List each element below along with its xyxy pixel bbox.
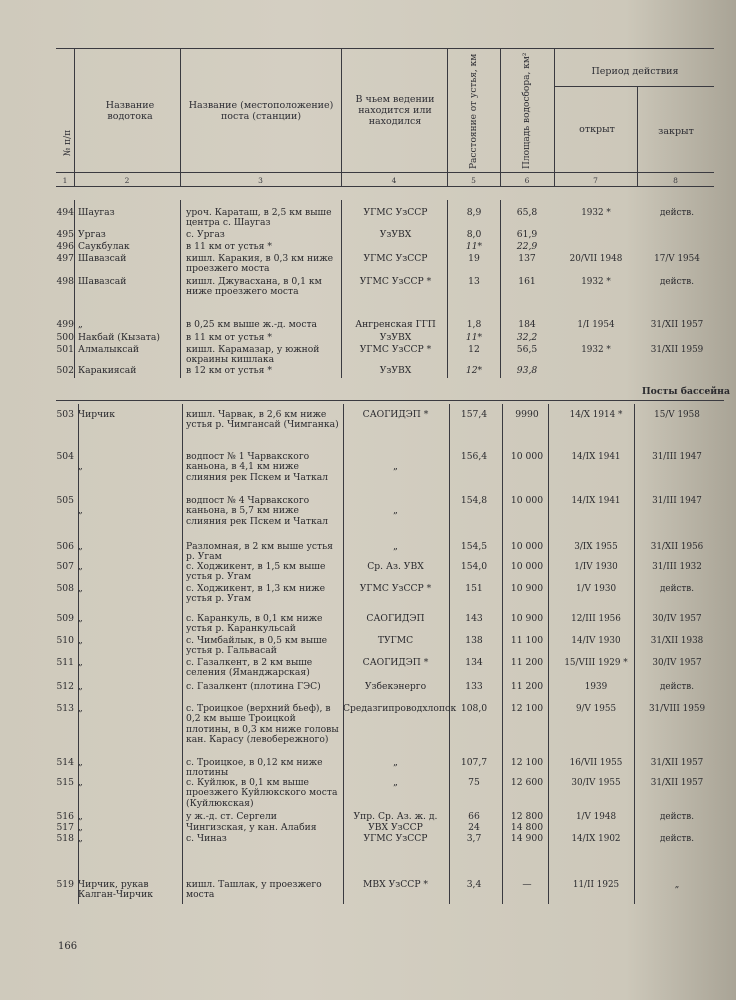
row-num: 497 xyxy=(56,253,74,264)
row-area: 10 000 xyxy=(510,541,544,552)
colnum-4: 4 xyxy=(391,176,397,185)
body-rule-2a xyxy=(180,200,181,378)
row-dist: 143 xyxy=(465,613,483,624)
row-dist: 19 xyxy=(468,253,480,264)
row-post: с. Чимбайлык, в 0,5 км выше устья р. Гальвасай xyxy=(186,635,328,657)
row-num: 510 xyxy=(56,635,74,646)
header-org: В чьем ведении находится или находился xyxy=(355,94,435,127)
row-river: „ xyxy=(78,319,83,330)
row-org: МВХ УзССР * xyxy=(362,879,429,890)
row-post: с. Ходжикент, в 1,3 км ниже устья р. Угам xyxy=(186,583,326,605)
row-closed: 15/V 1958 xyxy=(654,410,700,420)
row-area: 12 100 xyxy=(510,757,544,768)
row-area: 184 xyxy=(518,319,536,330)
row-dist: 1,8 xyxy=(466,319,482,330)
row-org: САОГИДЭП * xyxy=(362,409,429,420)
row-org: УГМС УзССР * xyxy=(359,344,432,355)
row-open: 9/V 1955 xyxy=(575,704,617,714)
row-closed: действ. xyxy=(659,584,695,594)
row-closed: 31/XII 1956 xyxy=(650,542,704,552)
row-org: УГМС УзССР xyxy=(363,253,428,264)
colnum-3: 3 xyxy=(258,176,263,185)
row-area: 10 000 xyxy=(510,451,544,462)
row-post: водпост № 4 Чарвакского каньона, в 5,7 км ниже слияния рек Пскем и Чаткал xyxy=(186,495,329,527)
row-area: — xyxy=(522,879,532,890)
row-closed: 31/III 1947 xyxy=(652,496,702,506)
colnum-2: 2 xyxy=(124,176,130,185)
body-rule-5a xyxy=(500,200,501,378)
row-river: Чирчик xyxy=(78,409,116,420)
row-closed: „ xyxy=(674,880,680,890)
row-river: „ xyxy=(78,613,83,624)
row-num: 518 xyxy=(56,833,74,844)
row-closed: 31/III 1947 xyxy=(652,452,702,462)
row-dist: 75 xyxy=(468,777,480,788)
row-post: с. Газалкент (плотина ГЭС) xyxy=(186,681,321,692)
row-org: УзУВХ xyxy=(379,229,412,240)
row-closed: 30/IV 1957 xyxy=(652,614,702,624)
row-river: Саукбулак xyxy=(78,241,130,252)
row-post: водпост № 1 Чарвакского каньона, в 4,1 км ниже слияния рек Пскем и Чаткал xyxy=(186,451,329,483)
colnum-8: 8 xyxy=(673,176,678,185)
row-num: 509 xyxy=(56,613,74,624)
col-rule-6 xyxy=(554,48,555,186)
row-post: с. Газалкент, в 2 км выше селения (Яманджарская) xyxy=(186,657,313,679)
row-dist: 133 xyxy=(465,681,483,692)
row-org: УВХ УзССР xyxy=(368,822,423,833)
row-org: УзУВХ xyxy=(379,365,412,376)
row-org: УГМС УзССР * xyxy=(359,583,432,594)
row-dist: 3,4 xyxy=(466,879,482,890)
row-area: 14 800 xyxy=(510,822,544,833)
period-subheader-rule xyxy=(555,86,714,87)
row-num: 513 xyxy=(56,703,74,714)
row-river: „ xyxy=(78,583,83,594)
row-post: с. Троицкое (верхний бьеф), в 0,2 км выше Троицкой плотины, в 0,3 км ниже головы кан. Карасу (левобережного) xyxy=(186,703,339,746)
row-river: Чирчик, рукав Калган-Чирчик xyxy=(78,879,153,901)
row-dist: 24 xyxy=(468,822,480,833)
header-open: открыт xyxy=(579,124,615,135)
row-org: Ср. Аз. УВХ xyxy=(367,561,424,572)
row-dist: 13 xyxy=(468,276,480,287)
row-closed: 30/IV 1957 xyxy=(652,658,702,668)
row-post: у ж.-д. ст. Сергели xyxy=(186,811,277,822)
row-dist: 151 xyxy=(465,583,483,594)
row-open: 1/I 1954 xyxy=(577,320,615,330)
table-top-rule xyxy=(56,48,714,49)
row-num: 498 xyxy=(56,276,74,287)
row-dist: 134 xyxy=(465,657,483,668)
row-post: в 12 км от устья * xyxy=(186,365,272,376)
row-river: Шавазсай xyxy=(78,276,127,287)
row-area: 56,5 xyxy=(516,344,538,355)
row-num: 505 xyxy=(56,495,74,506)
row-area: 161 xyxy=(518,276,536,287)
row-num: 516 xyxy=(56,811,74,822)
row-post: кишл. Чарвак, в 2,6 км ниже устья р. Чимгансай (Чимганка) xyxy=(186,409,339,431)
row-closed: действ. xyxy=(659,812,695,822)
row-org: „ xyxy=(393,777,398,788)
row-dist: 8,9 xyxy=(466,207,482,218)
section-title: Посты бассейна xyxy=(641,386,730,397)
row-open: 14/IX 1902 xyxy=(571,834,621,844)
page-number: 166 xyxy=(58,941,78,952)
row-area: 14 900 xyxy=(510,833,544,844)
row-river: „ xyxy=(78,703,83,714)
row-post: кишл. Карамазар, у южной окраины кишлака xyxy=(186,344,320,366)
body-rule-1a xyxy=(74,200,75,378)
row-river: „ xyxy=(78,505,83,516)
row-area: 11 200 xyxy=(510,681,544,692)
row-open: 30/IV 1955 xyxy=(571,778,621,788)
row-post: Чингизская, у кан. Алабия xyxy=(186,822,317,833)
row-org: Ангренская ГГП xyxy=(355,319,436,330)
row-org: САОГИДЭП xyxy=(366,613,425,624)
row-closed: действ. xyxy=(659,682,695,692)
row-org: „ xyxy=(393,461,398,472)
row-closed: действ. xyxy=(659,277,695,287)
row-open: 3/IX 1955 xyxy=(574,542,618,552)
row-closed: 31/XII 1938 xyxy=(650,636,704,646)
row-river: „ xyxy=(78,561,83,572)
header-bottom-rule xyxy=(56,172,714,173)
colnum-5: 5 xyxy=(471,176,476,185)
row-post: Разломная, в 2 км выше устья р. Угам xyxy=(186,541,333,563)
row-open: 12/III 1956 xyxy=(571,614,621,624)
row-closed: действ. xyxy=(659,834,695,844)
row-post: с. Чиназ xyxy=(186,833,227,844)
row-open: 1932 * xyxy=(581,277,611,287)
row-num: 502 xyxy=(56,365,74,376)
row-dist: 138 xyxy=(465,635,483,646)
row-closed: 31/XII 1959 xyxy=(650,345,704,355)
row-num: 503 xyxy=(56,409,74,420)
row-num: 519 xyxy=(56,879,74,890)
row-river: „ xyxy=(78,635,83,646)
header-period: Период действия xyxy=(591,66,679,77)
row-dist: 154,5 xyxy=(460,541,488,552)
row-num: 507 xyxy=(56,561,74,572)
row-dist: 3,7 xyxy=(466,833,482,844)
row-dist: 154,0 xyxy=(460,561,488,572)
col-rule-7 xyxy=(637,86,638,186)
row-num: 504 xyxy=(56,451,74,462)
body-rule-7b xyxy=(634,404,635,904)
row-open: 1/V 1930 xyxy=(575,584,617,594)
colnum-1: 1 xyxy=(62,176,68,185)
row-open: 1939 xyxy=(584,682,608,692)
row-open: 14/IX 1941 xyxy=(571,452,621,462)
row-num: 512 xyxy=(56,681,74,692)
row-dist: 154,8 xyxy=(460,495,488,506)
row-area: 11 100 xyxy=(510,635,544,646)
row-open: 14/IV 1930 xyxy=(571,636,621,646)
row-num: 514 xyxy=(56,757,74,768)
row-num: 500 xyxy=(56,332,74,343)
row-river: Каракиясай xyxy=(78,365,137,376)
row-closed: 17/V 1954 xyxy=(654,254,700,264)
row-num: 496 xyxy=(56,241,74,252)
header-area: Площадь водосбора, км² xyxy=(522,52,532,169)
row-river: „ xyxy=(78,833,83,844)
row-org: „ xyxy=(393,505,398,516)
row-num: 501 xyxy=(56,344,74,355)
row-org: Узбекэнерго xyxy=(364,681,427,692)
row-area: 12 800 xyxy=(510,811,544,822)
row-org: УГМС УзССР * xyxy=(359,276,432,287)
row-dist: 108,0 xyxy=(460,703,488,714)
row-open: 1932 * xyxy=(581,345,611,355)
row-river: Шаугаз xyxy=(78,207,115,218)
row-num: 499 xyxy=(56,319,74,330)
row-closed: действ. xyxy=(659,208,695,218)
row-post: кишл. Джувасхана, в 0,1 км ниже проезжего моста xyxy=(186,276,322,298)
row-dist: 11* xyxy=(465,332,483,343)
row-org: Упр. Ср. Аз. ж. д. xyxy=(353,811,438,822)
row-river: Ургаз xyxy=(78,229,106,240)
row-river: Алмалыксай xyxy=(78,344,140,355)
col-rule-2 xyxy=(180,48,181,186)
row-post: с. Троицкое, в 0,12 км ниже плотины xyxy=(186,757,323,779)
colnum-7: 7 xyxy=(593,176,598,185)
row-river: „ xyxy=(78,777,83,788)
row-post: в 0,25 км выше ж.-д. моста xyxy=(186,319,318,330)
row-area: 22,9 xyxy=(516,241,538,252)
row-river: Накбай (Кызата) xyxy=(78,332,160,343)
row-org: УзУВХ xyxy=(379,332,412,343)
row-org: „ xyxy=(393,541,398,552)
row-river: „ xyxy=(78,681,83,692)
row-num: 511 xyxy=(56,657,74,668)
row-area: 93,8 xyxy=(516,365,538,376)
row-open: 20/VII 1948 xyxy=(569,254,623,264)
row-river: „ xyxy=(78,757,83,768)
row-open: 14/X 1914 * xyxy=(569,410,623,420)
row-post: в 11 км от устья * xyxy=(186,241,272,252)
row-closed: 31/XII 1957 xyxy=(650,758,704,768)
col-rule-3 xyxy=(341,48,342,186)
row-num: 494 xyxy=(56,207,74,218)
row-post: с. Куйлюк, в 0,1 км выше проезжего Куйлюкского моста (Куйлюкская) xyxy=(186,777,338,809)
row-dist: 66 xyxy=(468,811,480,822)
row-area: 10 900 xyxy=(510,583,544,594)
row-org: Средазгипроводхлопок xyxy=(343,703,457,714)
row-river: „ xyxy=(78,811,83,822)
row-area: 9990 xyxy=(515,409,539,420)
header-num: № п/п xyxy=(63,129,73,157)
col-rule-1 xyxy=(74,48,75,186)
row-dist: 11* xyxy=(465,241,483,252)
row-area: 12 600 xyxy=(510,777,544,788)
colnum-6: 6 xyxy=(524,176,530,185)
row-org: „ xyxy=(393,757,398,768)
row-closed: 31/XII 1957 xyxy=(650,778,704,788)
row-open: 1/IV 1930 xyxy=(574,562,618,572)
row-area: 32,2 xyxy=(516,332,538,343)
row-post: кишл. Ташлак, у проезжего моста xyxy=(186,879,322,901)
row-dist: 8,0 xyxy=(466,229,482,240)
row-org: САОГИДЭП * xyxy=(362,657,429,668)
header-dist: Расстояние от устья, км xyxy=(469,53,479,169)
row-post: с. Ходжикент, в 1,5 км выше устья р. Угам xyxy=(186,561,326,583)
row-org: УГМС УзССР xyxy=(363,207,428,218)
row-area: 11 200 xyxy=(510,657,544,668)
row-num: 495 xyxy=(56,229,74,240)
row-num: 515 xyxy=(56,777,74,788)
header-closed: закрыт xyxy=(658,126,694,137)
row-dist: 156,4 xyxy=(460,451,488,462)
header-river: Название водотока xyxy=(105,100,155,122)
row-river: „ xyxy=(78,657,83,668)
row-river: „ xyxy=(78,541,83,552)
row-area: 10 900 xyxy=(510,613,544,624)
row-post: кишл. Каракия, в 0,3 км ниже проезжего моста xyxy=(186,253,334,275)
row-org: ТУГМС xyxy=(377,635,414,646)
row-area: 10 000 xyxy=(510,495,544,506)
row-num: 506 xyxy=(56,541,74,552)
row-river: „ xyxy=(78,461,83,472)
row-area: 61,9 xyxy=(516,229,538,240)
row-post: с. Ургаз xyxy=(186,229,225,240)
col-rule-4 xyxy=(447,48,448,186)
row-post: с. Каранкуль, в 0,1 км ниже устья р. Каранкульсай xyxy=(186,613,323,635)
row-post: в 11 км от устья * xyxy=(186,332,272,343)
row-post: уроч. Караташ, в 2,5 км выше центра с. Шаугаз xyxy=(186,207,332,229)
row-dist: 12* xyxy=(465,365,483,376)
row-open: 1/V 1948 xyxy=(575,812,617,822)
row-area: 65,8 xyxy=(516,207,538,218)
section-rule xyxy=(56,400,724,401)
col-rule-5 xyxy=(500,48,501,186)
body-rule-2b xyxy=(182,404,183,904)
row-num: 517 xyxy=(56,822,74,833)
header-post: Название (местоположение) поста (станции) xyxy=(188,100,334,122)
row-open: 1932 * xyxy=(581,208,611,218)
row-open: 16/VII 1955 xyxy=(569,758,623,768)
body-rule-3a xyxy=(341,200,342,378)
row-area: 137 xyxy=(518,253,536,264)
row-open: 11/II 1925 xyxy=(572,880,620,890)
row-closed: 31/III 1932 xyxy=(652,562,702,572)
colnum-bottom-rule xyxy=(56,186,714,187)
row-dist: 12 xyxy=(468,344,480,355)
row-area: 12 100 xyxy=(510,703,544,714)
row-dist: 157,4 xyxy=(460,409,488,420)
row-open: 14/IX 1941 xyxy=(571,496,621,506)
row-closed: 31/VIII 1959 xyxy=(648,704,706,714)
row-org: УГМС УзССР xyxy=(363,833,428,844)
row-open: 15/VIII 1929 * xyxy=(564,658,628,668)
row-area: 10 000 xyxy=(510,561,544,572)
row-closed: 31/XII 1957 xyxy=(650,320,704,330)
row-river: Шавазсай xyxy=(78,253,127,264)
row-river: „ xyxy=(78,822,83,833)
row-dist: 107,7 xyxy=(460,757,488,768)
row-num: 508 xyxy=(56,583,74,594)
